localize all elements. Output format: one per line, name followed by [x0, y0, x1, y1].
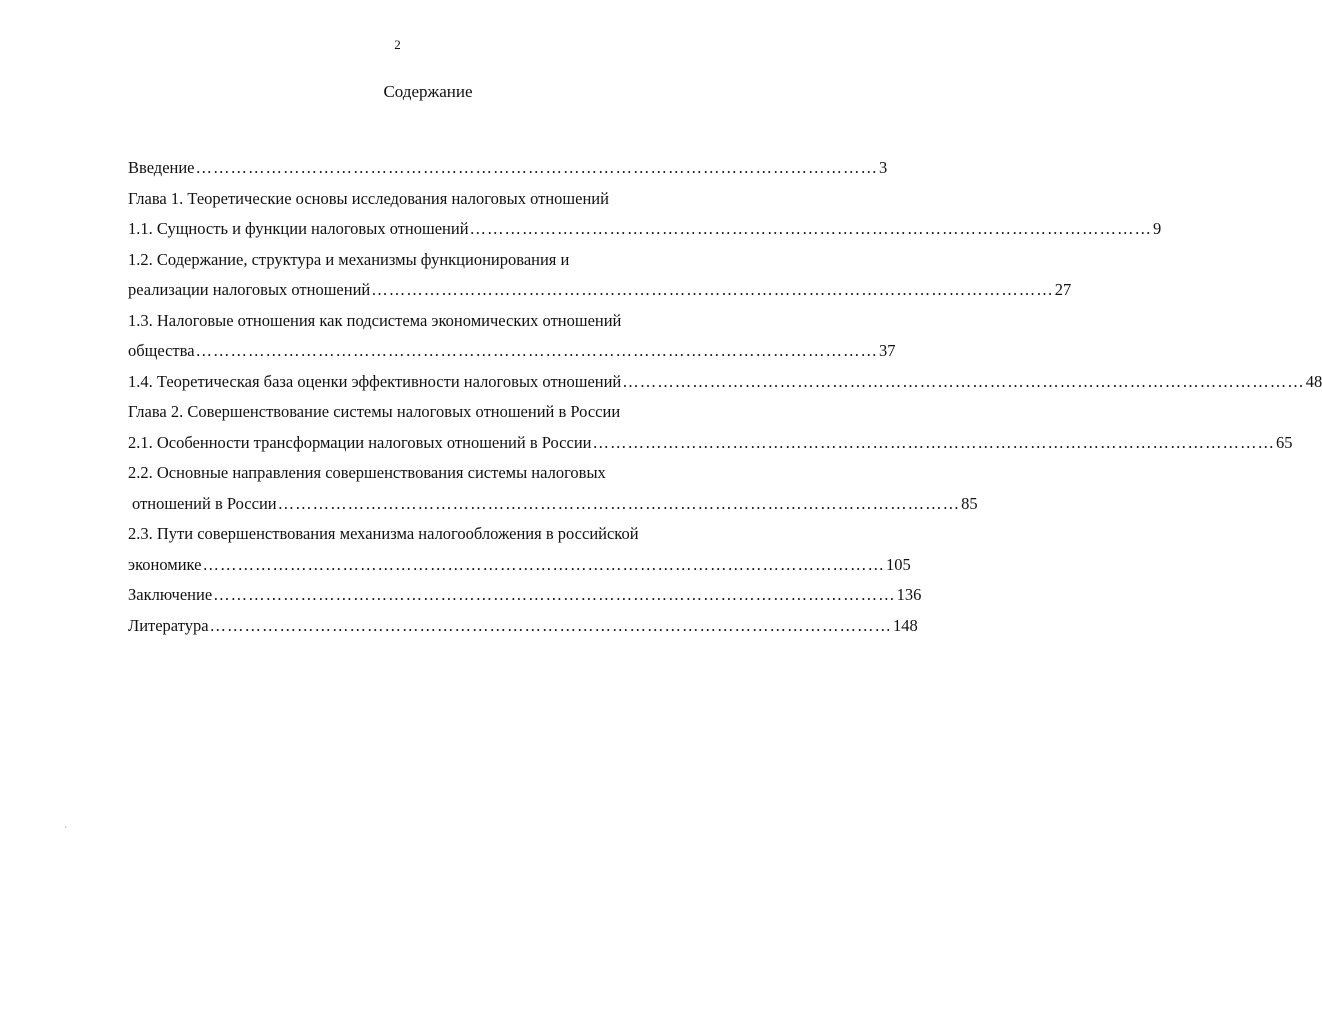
page-number: 2: [394, 37, 401, 52]
toc-page: 37: [879, 341, 896, 360]
toc-leader: ………………………………………………………………………………………………………: [469, 219, 1153, 238]
toc-leader: ………………………………………………………………………………………………………: [592, 432, 1275, 452]
toc-entry-2-3-line-1: [128, 519, 718, 550]
toc-leader: ………………………………………………………………………………………………………: [371, 280, 1054, 299]
toc-entry-introduction: [128, 153, 888, 184]
toc-label: Введение: [128, 158, 195, 177]
toc-leader: ………………………………………………………………………………………………………: [195, 158, 879, 177]
toc-page: 3: [879, 158, 888, 177]
toc-label: Глава 2. Совершенствование системы налоговых отношений в России: [128, 402, 621, 421]
toc-entry-2-3-line-2: [128, 550, 911, 581]
toc-leader: ………………………………………………………………………………………………………: [195, 341, 879, 360]
toc-page: 65: [1275, 432, 1293, 452]
toc-page: 105: [885, 554, 911, 574]
toc-label: 1.1. Сущность и функции налоговых отношений: [128, 219, 469, 238]
toc-page: 27: [1054, 280, 1072, 299]
toc-label: экономике: [128, 554, 202, 574]
toc-entry-1-2-line-1: [128, 245, 718, 276]
toc-entry-chapter-1: [128, 184, 718, 215]
toc-entry-conclusion: [128, 580, 922, 611]
toc-page: 148: [893, 615, 918, 635]
toc-leader: ………………………………………………………………………………………………………: [209, 615, 893, 635]
toc-page: 9: [1153, 219, 1162, 238]
toc-label: 2.3. Пути совершенствования механизма налогообложения в российской: [128, 524, 639, 543]
toc-entry-1-2-line-2: [128, 275, 1072, 306]
toc-title: Содержание: [383, 82, 473, 101]
toc-label: 1.4. Теоретическая база оценки эффективности налоговых отношений: [128, 371, 622, 391]
table-of-contents: [128, 153, 1322, 641]
toc-entry-chapter-2: [128, 397, 718, 428]
toc-label: Глава 1. Теоретические основы исследования налоговых отношений: [128, 188, 609, 208]
toc-leader: ………………………………………………………………………………………………………: [213, 585, 896, 604]
toc-label: Литература: [128, 615, 209, 635]
toc-label: 1.3. Налоговые отношения как подсистема экономических отношений: [128, 310, 622, 330]
toc-entry-2-2-line-2: [128, 489, 978, 520]
toc-leader: ………………………………………………………………………………………………………: [622, 371, 1305, 391]
toc-label: общества: [128, 341, 195, 360]
toc-label: 2.1. Особенности трансформации налоговых отношений в России: [128, 432, 592, 452]
toc-page: 136: [896, 585, 922, 604]
toc-entry-1-1: [128, 214, 1162, 245]
toc-page: 85: [961, 493, 978, 513]
toc-entry-1-4: [128, 367, 1322, 398]
toc-page: 48: [1305, 371, 1322, 391]
toc-entry-2-2-line-1: [128, 458, 718, 489]
toc-entry-2-1: [128, 428, 1293, 459]
toc-entry-1-3-line-2: [128, 336, 896, 367]
scan-speck: `: [64, 826, 68, 837]
toc-leader: ………………………………………………………………………………………………………: [277, 493, 961, 513]
toc-label: отношений в России: [132, 493, 277, 513]
toc-leader: ………………………………………………………………………………………………………: [202, 554, 885, 574]
toc-label: 2.2. Основные направления совершенствования системы налоговых: [128, 463, 606, 482]
toc-label: 1.2. Содержание, структура и механизмы функционирования и: [128, 249, 570, 269]
toc-label: реализации налоговых отношений: [128, 280, 371, 299]
toc-entry-1-3-line-1: [128, 306, 718, 337]
toc-label: Заключение: [128, 585, 213, 604]
toc-entry-literature: [128, 611, 918, 642]
